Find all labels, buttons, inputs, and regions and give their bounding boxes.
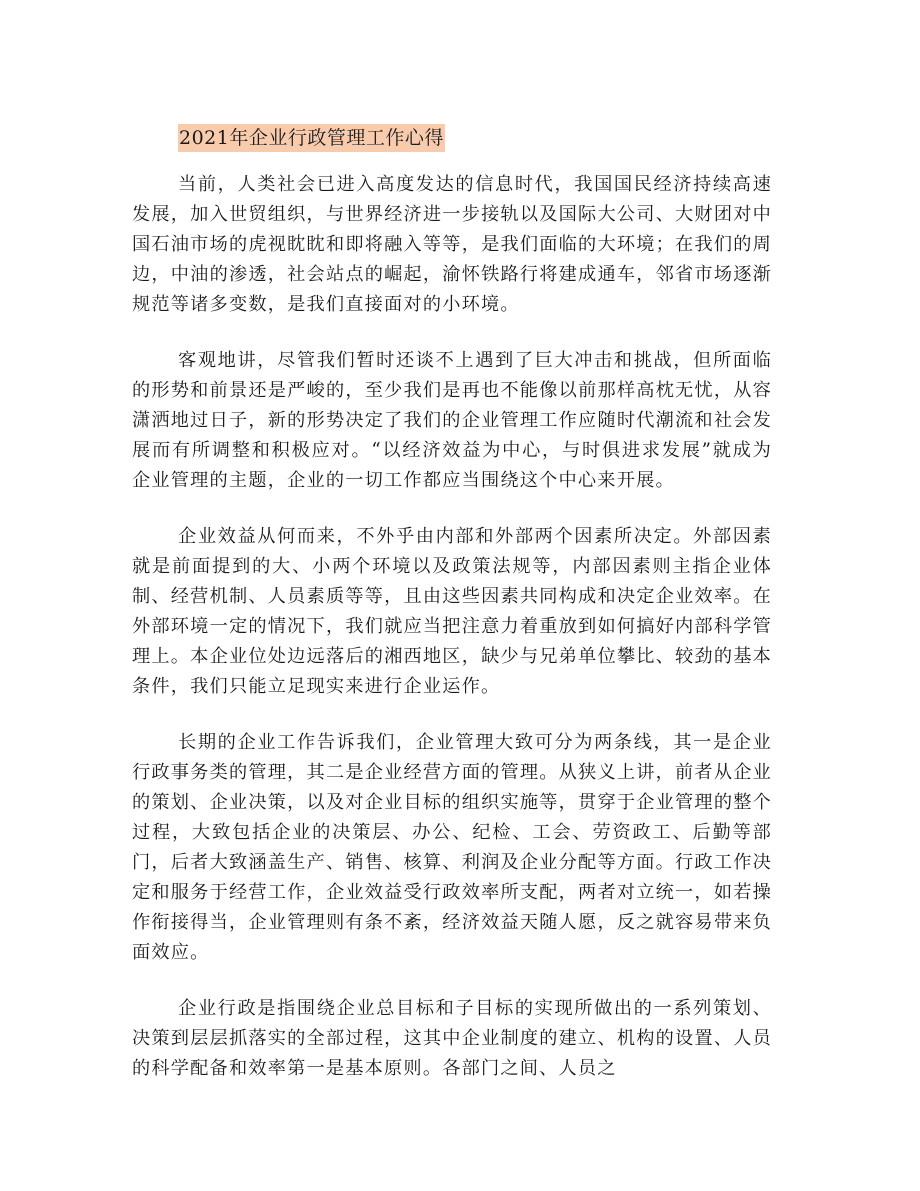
paragraph-5: 企业行政是指围绕企业总目标和子目标的实现所做出的一系列策划、决策到层层抓落实的全部过程，这其中企业制度的建立、机构的设置、人员的科学配备和效率第一是基本原则。各部门之间、人员之 [132,998,772,1079]
paragraph-4: 长期的企业工作告诉我们，企业管理大致可分为两条线，其一是企业行政事务类的管理，其二是企业经营方面的管理。从狭义上讲，前者从企业的策划、企业决策，以及对企业目标的组织实施等，贯穿于企业管理的整个过程，大致包括企业的决策层、办公、纪检、工会、劳资政工、后勤等部门，后者大致涵盖生产、销售、核算、利润及企业分配等方面。行政工作决定和服务于经营工作，企业效益受行政效率所支配，两者对立统一，如若操作衔接得当，企业管理则有条不紊，经济效益天随人愿，反之就容易带来负面效应。 [132,732,772,963]
document-title: 2021年企业行政管理工作心得 [178,124,445,152]
title-container [132,124,772,152]
document-body [132,170,772,1110]
paragraph-3: 企业效益从何而来，不外乎由内部和外部两个因素所决定。外部因素就是前面提到的大、小两个环境以及政策法规等，内部因素则主指企业体制、经营机制、人员素质等等，且由这些因素共同构成和决定企业效率。在外部环境一定的情况下，我们就应当把注意力着重放到如何搞好内部科学管理上。本企业位处边远落后的湘西地区，缺少与兄弟单位攀比、较劲的基本条件，我们只能立足现实来进行企业运作。 [132,526,772,697]
paragraph-1: 当前，人类社会已进入高度发达的信息时代，我国国民经济持续高速发展，加入世贸组织，与世界经济进一步接轨以及国际大公司、大财团对中国石油市场的虎视眈眈和即将融入等等，是我们面临的大环境；在我们的周边，中油的渗透，社会站点的崛起，渝怀铁路行将建成通车，邻省市场逐渐规范等诸多变数，是我们直接面对的小环境。 [132,174,772,315]
paragraph-2: 客观地讲，尽管我们暂时还谈不上遇到了巨大冲击和挑战，但所面临的形势和前景还是严峻的，至少我们是再也不能像以前那样高枕无忧，从容潇洒地过日子，新的形势决定了我们的企业管理工作应随时代潮流和社会发展而有所调整和积极应对。“以经济效益为中心，与时俱进求发展”就成为企业管理的主题，企业的一切工作都应当围绕这个中心来开展。 [132,350,772,491]
